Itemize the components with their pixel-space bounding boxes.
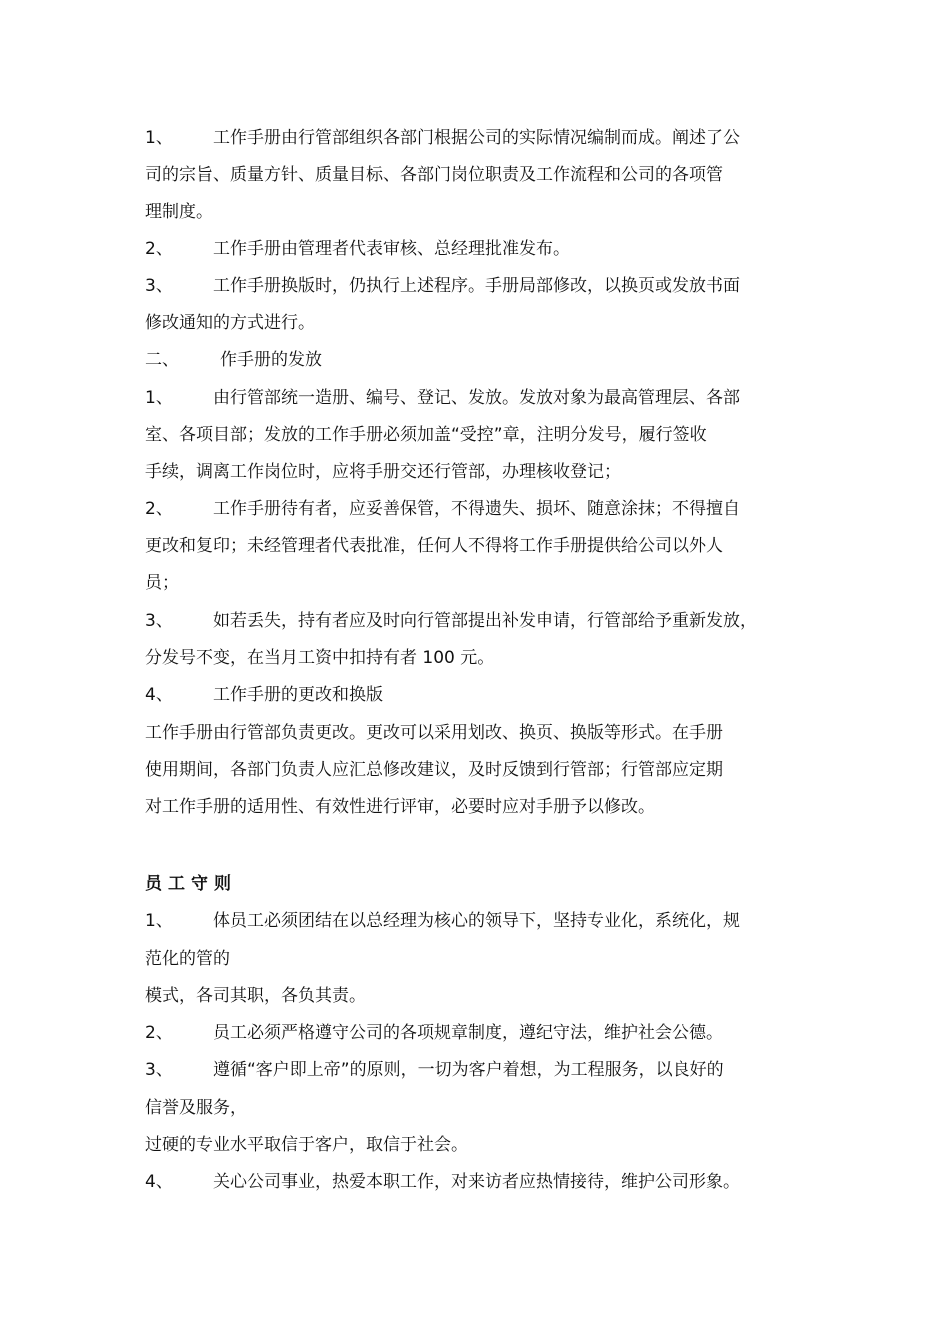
paragraph-line: 对工作手册的适用性、有效性进行评审，必要时应对手册予以修改。 xyxy=(145,797,655,817)
item-number: 4、 xyxy=(145,685,173,705)
section-number: 二、 xyxy=(145,350,179,370)
paragraph-text: 工作手册换版时，仍执行上述程序。手册局部修改，以换页或发放书面 xyxy=(213,276,740,296)
list-item xyxy=(145,610,757,632)
paragraph-line: 信誉及服务， xyxy=(145,1098,247,1118)
list-item xyxy=(145,1022,723,1044)
list-item xyxy=(145,275,740,297)
paragraph-text: 如若丢失，持有者应及时向行管部提出补发申请，行管部给予重新发放， xyxy=(213,611,757,631)
paragraph-text: 体员工必须团结在以总经理为核心的领导下，坚持专业化，系统化，规 xyxy=(213,911,740,931)
paragraph-line: 模式，各司其职，各负其责。 xyxy=(145,986,366,1006)
list-item xyxy=(145,910,740,932)
item-number: 3、 xyxy=(145,611,173,631)
paragraph-text: 遵循“客户即上帝”的原则，一切为客户着想，为工程服务，以良好的 xyxy=(213,1060,724,1080)
list-item xyxy=(145,127,740,149)
item-number: 1、 xyxy=(145,128,173,148)
paragraph-text: 工作手册由管理者代表审核、总经理批准发布。 xyxy=(213,239,570,259)
paragraph-line: 室、各项目部；发放的工作手册必须加盖“受控”章，注明分发号，履行签收 xyxy=(145,425,707,445)
paragraph-line: 手续，调离工作岗位时，应将手册交还行管部，办理核收登记； xyxy=(145,462,621,482)
paragraph-line: 工作手册由行管部负责更改。更改可以采用划改、换页、换版等形式。在手册 xyxy=(145,723,723,743)
list-item xyxy=(145,1171,740,1193)
item-number: 1、 xyxy=(145,911,173,931)
item-number: 1、 xyxy=(145,388,173,408)
paragraph-text: 员工必须严格遵守公司的各项规章制度，遵纪守法，维护社会公德。 xyxy=(213,1023,723,1043)
section-heading xyxy=(145,349,322,371)
list-item xyxy=(145,238,570,260)
section-heading: 员工守则 xyxy=(145,874,237,894)
item-number: 2、 xyxy=(145,239,173,259)
list-item xyxy=(145,1059,724,1081)
list-item xyxy=(145,387,740,409)
item-number: 2、 xyxy=(145,1023,173,1043)
paragraph-line: 使用期间，各部门负责人应汇总修改建议，及时反馈到行管部；行管部应定期 xyxy=(145,760,723,780)
paragraph-text: 工作手册的更改和换版 xyxy=(213,685,383,705)
paragraph-line: 分发号不变，在当月工资中扣持有者 100 元。 xyxy=(145,648,495,668)
paragraph-text: 由行管部统一造册、编号、登记、发放。发放对象为最高管理层、各部 xyxy=(213,388,740,408)
paragraph-line: 司的宗旨、质量方针、质量目标、各部门岗位职责及工作流程和公司的各项管 xyxy=(145,165,723,185)
paragraph-text: 工作手册由行管部组织各部门根据公司的实际情况编制而成。阐述了公 xyxy=(213,128,740,148)
paragraph-text: 关心公司事业，热爱本职工作，对来访者应热情接待，维护公司形象。 xyxy=(213,1172,740,1192)
paragraph-line: 范化的管的 xyxy=(145,949,230,969)
list-item xyxy=(145,684,383,706)
item-number: 3、 xyxy=(145,1060,173,1080)
section-title: 作手册的发放 xyxy=(220,350,322,370)
item-number: 3、 xyxy=(145,276,173,296)
list-item xyxy=(145,498,740,520)
paragraph-line: 理制度。 xyxy=(145,202,213,222)
paragraph-line: 更改和复印；未经管理者代表批准，任何人不得将工作手册提供给公司以外人 xyxy=(145,536,723,556)
item-number: 2、 xyxy=(145,499,173,519)
paragraph-line: 过硬的专业水平取信于客户，取信于社会。 xyxy=(145,1135,468,1155)
paragraph-text: 工作手册待有者，应妥善保管，不得遗失、损坏、随意涂抹；不得擅自 xyxy=(213,499,740,519)
paragraph-line: 修改通知的方式进行。 xyxy=(145,313,315,333)
paragraph-line: 员； xyxy=(145,573,179,593)
item-number: 4、 xyxy=(145,1172,173,1192)
